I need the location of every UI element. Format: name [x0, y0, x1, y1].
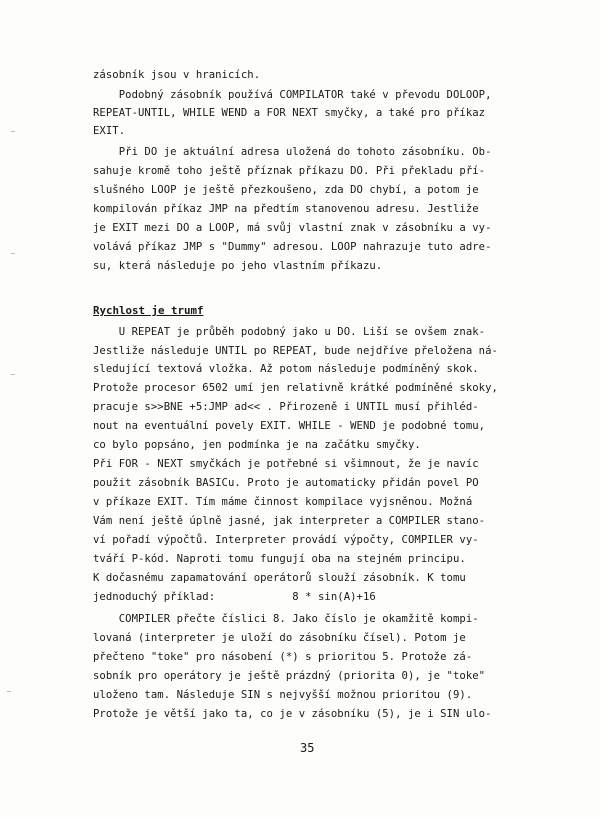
scan-speck	[11, 253, 15, 254]
text-line: Při DO je aktuální adresa uložená do tohoto zásobníku. Ob-	[93, 146, 492, 158]
text-line: uloženo tam. Následuje SIN s nejvyšší možnou prioritou (9).	[93, 689, 473, 701]
text-line: Protože je větší jako ta, co je v zásobníku (5), je i SIN ulo-	[93, 708, 492, 720]
text-line: Jestliže následuje UNTIL po REPEAT, bude nejdříve přeložena ná-	[93, 345, 498, 357]
text-line: přečteno "toke" pro násobení (*) s prioritou 5. Protože zá-	[93, 651, 473, 663]
text-line: sobník pro operátory je ještě prázdný (priorita 0), je "toke"	[93, 670, 486, 682]
scan-speck	[11, 374, 15, 375]
text-line: Při FOR - NEXT smyčkách je potřebné si všimnout, že je navíc	[93, 458, 479, 470]
scan-speck	[7, 691, 11, 692]
text-line: su, která následuje po jeho vlastním příkazu.	[93, 260, 383, 272]
text-line: co bylo popsáno, jen podmínka je na začátku smyčky.	[93, 439, 421, 451]
text-line: jednoduchý příklad: 8 * sin(A)+16	[93, 591, 376, 603]
section-heading: Rychlost je trumf	[93, 304, 204, 317]
text-line: v příkaze EXIT. Tím máme činnost kompilace vyjsněnou. Možná	[93, 496, 473, 508]
text-line: REPEAT-UNTIL, WHILE WEND a FOR NEXT smyčky, a také pro příkaz	[93, 107, 486, 119]
text-line: Protože procesor 6502 umí jen relativně krátké podmíněné skoky,	[93, 382, 498, 394]
text-line: Vám není ještě úplně jasné, jak interpreter a COMPILER stano-	[93, 515, 486, 527]
text-line: zásobník jsou v hranicích.	[93, 69, 261, 81]
text-line: U REPEAT je průběh podobný jako u DO. Liší se ovšem znak-	[93, 326, 486, 338]
text-line: Podobný zásobník používá COMPILATOR také v převodu DOLOOP,	[93, 89, 492, 101]
text-line: lovaná (interpreter je uloží do zásobníku čísel). Potom je	[93, 632, 466, 644]
scan-speck	[11, 131, 15, 132]
text-line: K dočasnému zapamatování operátorů slouží zásobník. K tomu	[93, 572, 466, 584]
text-line: EXIT.	[93, 125, 126, 137]
text-line: nout na eventuální povely EXIT. WHILE - WEND je podobné tomu,	[93, 420, 486, 432]
text-line: slušného LOOP je ještě přezkoušeno, zda DO chybí, a potom je	[93, 184, 479, 196]
text-line: pracuje s>>BNE +5:JMP ad<< . Přirozeně i UNTIL musí přihléd-	[93, 401, 479, 413]
text-line: ví pořadí výpočtů. Interpreter provádí výpočty, COMPILER vy-	[93, 534, 479, 546]
page-number: 35	[300, 741, 315, 755]
text-line: COMPILER přečte číslici 8. Jako číslo je okamžitě kompi-	[93, 613, 479, 625]
text-line: sledující textová vložka. Až potom následuje podmíněný skok.	[93, 363, 479, 375]
text-line: volává příkaz JMP s "Dummy" adresou. LOOP nahrazuje tuto adre-	[93, 241, 492, 253]
text-line: použit zásobník BASICu. Proto je automaticky přidán povel PO	[93, 477, 479, 489]
text-line: je EXIT mezi DO a LOOP, má svůj vlastní znak v zásobníku a vy-	[93, 222, 492, 234]
text-line: sahuje kromě toho ještě příznak příkazu DO. Při překladu pří-	[93, 165, 486, 177]
text-line: kompilován příkaz JMP na předtím stanovenou adresu. Jestliže	[93, 203, 479, 215]
text-line: tváří P-kód. Naproti tomu fungují oba na stejném principu.	[93, 553, 466, 565]
